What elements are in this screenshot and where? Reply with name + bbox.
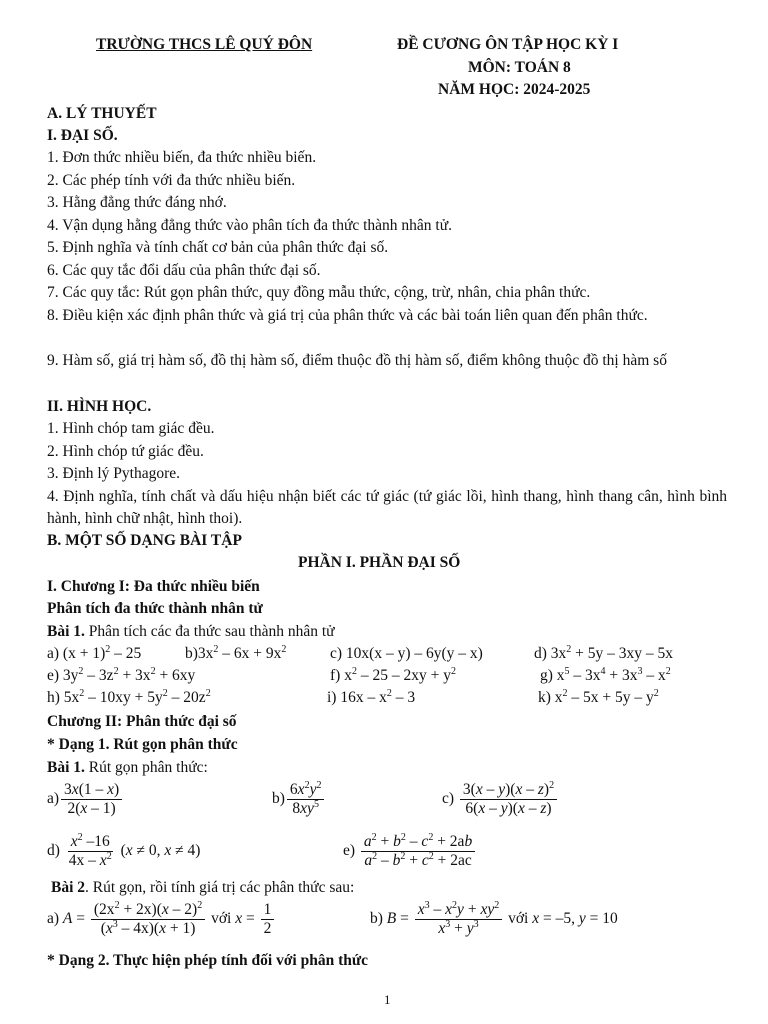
math-expression: $b)3x^2 - 6x + 9x^2$ (185, 643, 287, 662)
math-expression: c) 10x(x – y) – 6y(y – x) (330, 645, 483, 662)
dang-heading: * Dạng 1. Rút gọn phân thức (47, 736, 238, 753)
exercise-text: . Rút gọn, rồi tính giá trị các phân thức sau: (85, 879, 355, 896)
math-expression: i) $16x - x^2 - 3$ (327, 687, 416, 706)
with-word: với (211, 910, 232, 928)
document-title: ĐỀ CƯƠNG ÔN TẬP HỌC KỲ I (397, 36, 619, 53)
math-expression: d) $\frac{x^2 -16}{4x - x^2}$ (x ≠ 0, x ≠ 4) (47, 831, 201, 869)
list-item: 2. Các phép tính với đa thức nhiều biến. (47, 172, 296, 189)
exercise-text: Phân tích các đa thức sau thành nhân tử (84, 623, 335, 640)
list-item: 3. Định lý Pythagore. (47, 465, 181, 482)
subject-line: MÔN: TOÁN 8 (468, 59, 571, 76)
math-expression: a) $\frac{3x(1 - x)}{2(x - 1)}$ (47, 781, 124, 818)
section-exercises-heading: B. MỘT SỐ DẠNG BÀI TẬP (47, 532, 242, 549)
math-expression: a) $(x + 1)^2 - 25$ (47, 643, 142, 662)
list-item: 1. Hình chóp tam giác đều. (47, 420, 215, 437)
math-expression: c) $\frac{3(x - y)(x - z)^2}{6(x - y)(x - z)}$ (442, 781, 559, 818)
part-heading: PHẦN I. PHẦN ĐẠI SỐ (298, 554, 461, 571)
exercise-text: Rút gọn phân thức: (84, 759, 208, 776)
list-item: 7. Các quy tắc: Rút gọn phân thức, quy đồng mẫu thức, cộng, trừ, nhân, chia phân thức. (47, 284, 591, 301)
page-number: 1 (384, 992, 391, 1007)
math-expression: e) $3y^2 - 3z^2 + 3x^2 + 6xy$ (47, 665, 196, 684)
math-expression: f) $x^2 - 25 - 2xy + y^2$ (330, 665, 456, 684)
math-expression: a) A = $\frac{(2x^2 + 2x)(x - 2)^2}{(x^3 - 4x)(x + 1)}$ với x = $\frac{1}{2}$ (47, 901, 276, 938)
with-word: với (508, 910, 529, 928)
exercise-label: Bài 1. (47, 623, 85, 640)
math-expression: d) $3x^2 + 5y - 3xy - 5x$ (534, 643, 674, 662)
exercise-label: Bài 1. (47, 759, 85, 776)
list-item: 5. Định nghĩa và tính chất cơ bản của phân thức đại số. (47, 239, 389, 256)
exercise-prompt (47, 758, 208, 778)
chapter-heading: Chương II: Phân thức đại số (47, 713, 237, 730)
list-item: 1. Đơn thức nhiều biến, đa thức nhiều biến. (47, 149, 317, 166)
algebra-heading: I. ĐẠI SỐ. (47, 127, 118, 144)
list-item: 3. Hằng đẳng thức đáng nhớ. (47, 194, 227, 211)
exercise-label: Bài 2 (51, 879, 86, 896)
math-expression: h) $5x^2 - 10xy + 5y^2 - 20z^2$ (47, 687, 211, 706)
section-theory-heading: A. LÝ THUYẾT (47, 105, 157, 122)
math-expression: e) $\frac{a^2 + b^2 - c^2 + 2ab}{a^2 - b^2 + c^2 + 2ac}$ (343, 833, 477, 870)
topic-heading: Phân tích đa thức thành nhân tử (47, 600, 263, 617)
list-item: 9. Hàm số, giá trị hàm số, đồ thị hàm số, điểm thuộc đồ thị hàm số, điểm không thuộc đồ thị hàm số (47, 352, 667, 369)
exercise-prompt (47, 622, 335, 642)
geometry-heading: II. HÌNH HỌC. (47, 398, 152, 415)
math-expression: k) $x^2 - 5x + 5y - y^2$ (538, 687, 659, 706)
math-expression: b) $\frac{6x^2y^2}{8xy^5}$ (272, 781, 326, 818)
list-item: 8. Điều kiện xác định phân thức và giá trị của phân thức và các bài toán liên quan đến phân thức. (47, 307, 648, 324)
chapter-heading: I. Chương I: Đa thức nhiều biến (47, 578, 260, 595)
list-item: 4. Định nghĩa, tính chất và dấu hiệu nhận biết các tứ giác (tứ giác lồi, hình thang, hình thang cân, hình bình hành, hình chữ nhật, hình thoi). (47, 488, 727, 527)
school-name: TRƯỜNG THCS LÊ QUÝ ĐÔN (96, 36, 313, 53)
exercise-prompt (51, 879, 354, 897)
school-year: NĂM HỌC: 2024-2025 (438, 81, 591, 98)
list-item: 2. Hình chóp tứ giác đều. (47, 443, 204, 460)
list-item: 4. Vận dụng hằng đẳng thức vào phân tích đa thức thành nhân tử. (47, 217, 453, 234)
list-item: 6. Các quy tắc đổi dấu của phân thức đại số. (47, 262, 321, 279)
math-expression: b) B = $\frac{x^3 - x^2y + xy^2}{x^3 + y^3}$ với x = –5, y = 10 (370, 899, 618, 937)
math-expression: g) $x^5 - 3x^4 + 3x^3 - x^2$ (540, 665, 671, 684)
dang-heading: * Dạng 2. Thực hiện phép tính đối với phân thức (47, 952, 369, 969)
